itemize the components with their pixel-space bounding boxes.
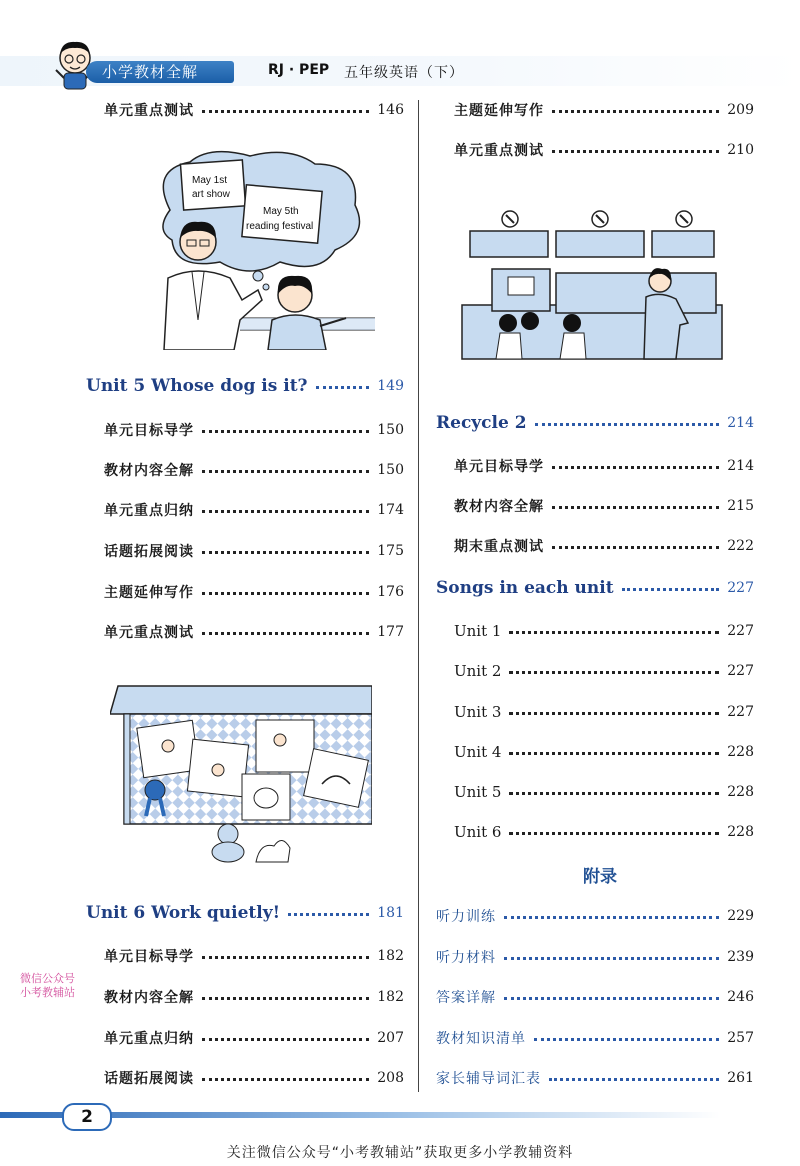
toc-page: 228 xyxy=(727,824,754,840)
toc-label: Unit 4 xyxy=(454,743,502,761)
toc-entry[interactable] xyxy=(104,458,404,482)
leader-dots xyxy=(552,150,719,153)
leader-dots xyxy=(509,792,719,795)
leader-dots xyxy=(622,588,720,591)
toc-entry[interactable] xyxy=(104,620,404,644)
toc-label: Unit 5 xyxy=(454,783,502,801)
pet-photo-board-illustration xyxy=(110,684,372,864)
toc-page: 261 xyxy=(727,1070,754,1086)
toc-page: 209 xyxy=(727,102,754,118)
side-stamp xyxy=(20,972,98,1000)
toc-label: 教材内容全解 xyxy=(454,499,544,515)
toc-label: Unit 1 xyxy=(454,622,502,640)
toc-label: 话题拓展阅读 xyxy=(104,544,194,560)
sign1-line1: May 1st xyxy=(192,175,228,186)
toc-page: 257 xyxy=(727,1030,754,1046)
toc-recycle-2[interactable] xyxy=(436,411,754,435)
toc-label: 话题拓展阅读 xyxy=(104,1071,194,1087)
toc-page: 174 xyxy=(377,502,404,518)
sign2-line2: reading festival xyxy=(246,221,314,232)
toc-label: 听力材料 xyxy=(436,950,496,966)
leader-dots xyxy=(509,631,719,634)
toc-entry[interactable] xyxy=(104,98,404,122)
toc-unit-5[interactable] xyxy=(86,374,404,398)
leader-dots xyxy=(202,551,369,554)
leader-dots xyxy=(552,506,719,509)
leader-dots xyxy=(202,470,369,473)
library-illustration xyxy=(460,205,724,360)
toc-label: 家长辅导词汇表 xyxy=(436,1071,541,1087)
series-label: RJ · PEP xyxy=(268,62,330,78)
toc-appendix-entry[interactable] xyxy=(436,985,754,1009)
toc-entry[interactable] xyxy=(454,740,754,764)
toc-appendix-entry[interactable] xyxy=(436,945,754,969)
toc-entry[interactable] xyxy=(454,98,754,122)
toc-page: 227 xyxy=(727,580,754,596)
leader-dots xyxy=(202,632,369,635)
toc-page: 215 xyxy=(727,498,754,514)
toc-label: 教材内容全解 xyxy=(104,990,194,1006)
leader-dots xyxy=(509,832,719,835)
leader-dots xyxy=(504,916,719,919)
side-stamp-line: 小考教辅站 xyxy=(20,986,75,999)
unit-title: Recycle 2 xyxy=(436,413,527,433)
toc-page: 149 xyxy=(377,378,404,394)
toc-page: 177 xyxy=(377,624,404,640)
leader-dots xyxy=(202,956,369,959)
toc-page: 182 xyxy=(377,989,404,1005)
toc-label: 单元重点测试 xyxy=(104,103,194,119)
toc-unit-6[interactable] xyxy=(86,901,404,925)
toc-label: 主题延伸写作 xyxy=(454,103,544,119)
toc-page: 207 xyxy=(377,1030,404,1046)
toc-entry[interactable] xyxy=(104,944,404,968)
leader-dots xyxy=(202,997,369,1000)
teacher-student-illustration xyxy=(150,150,375,350)
toc-entry[interactable] xyxy=(104,580,404,604)
toc-entry[interactable] xyxy=(104,498,404,522)
toc-label: 单元重点归纳 xyxy=(104,1031,194,1047)
toc-entry[interactable] xyxy=(454,619,754,643)
toc-entry[interactable] xyxy=(454,534,754,558)
leader-dots xyxy=(202,510,369,513)
unit-title: Songs in each unit xyxy=(436,578,614,598)
toc-label: 听力训练 xyxy=(436,909,496,925)
toc-page: 227 xyxy=(727,663,754,679)
toc-page: 228 xyxy=(727,744,754,760)
toc-entry[interactable] xyxy=(454,138,754,162)
toc-label: 单元重点测试 xyxy=(454,143,544,159)
leader-dots xyxy=(288,913,369,916)
side-stamp-line: 微信公众号 xyxy=(20,972,75,985)
toc-page: 229 xyxy=(727,908,754,924)
footer-bar xyxy=(0,1112,800,1118)
toc-page: 239 xyxy=(727,949,754,965)
toc-label: 答案详解 xyxy=(436,990,496,1006)
toc-page: 227 xyxy=(727,623,754,639)
toc-entry[interactable] xyxy=(104,1066,404,1090)
toc-label: Unit 3 xyxy=(454,703,502,721)
leader-dots xyxy=(552,466,719,469)
toc-entry[interactable] xyxy=(104,539,404,563)
leader-dots xyxy=(202,592,369,595)
leader-dots xyxy=(535,423,720,426)
toc-page: 176 xyxy=(377,584,404,600)
brand-title: 小学教材全解 xyxy=(86,61,234,83)
unit-title: Unit 5 Whose dog is it? xyxy=(86,376,308,396)
toc-label: 单元目标导学 xyxy=(104,949,194,965)
sign2-line1: May 5th xyxy=(263,206,299,217)
sign1-line2: art show xyxy=(192,189,230,200)
toc-entry[interactable] xyxy=(454,820,754,844)
leader-dots xyxy=(202,430,369,433)
toc-entry[interactable] xyxy=(104,418,404,442)
leader-dots xyxy=(509,671,719,674)
toc-entry[interactable] xyxy=(454,494,754,518)
toc-entry[interactable] xyxy=(454,700,754,724)
unit-title: Unit 6 Work quietly! xyxy=(86,903,281,923)
toc-page: 181 xyxy=(377,905,404,921)
column-divider xyxy=(418,100,419,1092)
toc-page: 246 xyxy=(727,989,754,1005)
toc-page: 175 xyxy=(377,543,404,559)
leader-dots xyxy=(552,110,719,113)
toc-label: 单元目标导学 xyxy=(454,459,544,475)
toc-entry[interactable] xyxy=(454,454,754,478)
leader-dots xyxy=(509,752,719,755)
leader-dots xyxy=(202,110,369,113)
leader-dots xyxy=(549,1078,719,1081)
toc-songs[interactable] xyxy=(436,576,754,600)
toc-appendix-entry[interactable] xyxy=(436,1026,754,1050)
leader-dots xyxy=(202,1038,369,1041)
leader-dots xyxy=(504,997,719,1000)
toc-label: Unit 6 xyxy=(454,823,502,841)
toc-appendix-entry[interactable] xyxy=(436,904,754,928)
toc-page: 150 xyxy=(377,462,404,478)
toc-page: 150 xyxy=(377,422,404,438)
toc-page: 227 xyxy=(727,704,754,720)
toc-label: 单元目标导学 xyxy=(104,423,194,439)
appendix-heading: 附录 xyxy=(583,867,617,887)
toc-label: 主题延伸写作 xyxy=(104,585,194,601)
toc-label: 单元重点归纳 xyxy=(104,503,194,519)
leader-dots xyxy=(202,1078,369,1081)
toc-page: 228 xyxy=(727,784,754,800)
watermark-text: 关注微信公众号“小考教辅站”获取更多小学教辅资料 xyxy=(226,1145,574,1161)
toc-entry[interactable] xyxy=(454,659,754,683)
toc-label: Unit 2 xyxy=(454,662,502,680)
toc-page: 214 xyxy=(727,458,754,474)
toc-label: 教材知识清单 xyxy=(436,1031,526,1047)
toc-label: 期末重点测试 xyxy=(454,539,544,555)
toc-entry[interactable] xyxy=(104,985,404,1009)
toc-page: 214 xyxy=(727,415,754,431)
leader-dots xyxy=(552,546,719,549)
leader-dots xyxy=(316,386,370,389)
page-number: 2 xyxy=(62,1103,112,1131)
leader-dots xyxy=(534,1038,719,1041)
toc-entry[interactable] xyxy=(104,1026,404,1050)
leader-dots xyxy=(509,712,719,715)
toc-label: 教材内容全解 xyxy=(104,463,194,479)
toc-entry[interactable] xyxy=(454,780,754,804)
toc-page: 222 xyxy=(727,538,754,554)
toc-page: 210 xyxy=(727,142,754,158)
toc-page: 146 xyxy=(377,102,404,118)
toc-page: 208 xyxy=(377,1070,404,1086)
toc-label: 单元重点测试 xyxy=(104,625,194,641)
toc-appendix-entry[interactable] xyxy=(436,1066,754,1090)
leader-dots xyxy=(504,957,719,960)
grade-label: 五年级英语（下） xyxy=(344,65,464,81)
toc-page: 182 xyxy=(377,948,404,964)
